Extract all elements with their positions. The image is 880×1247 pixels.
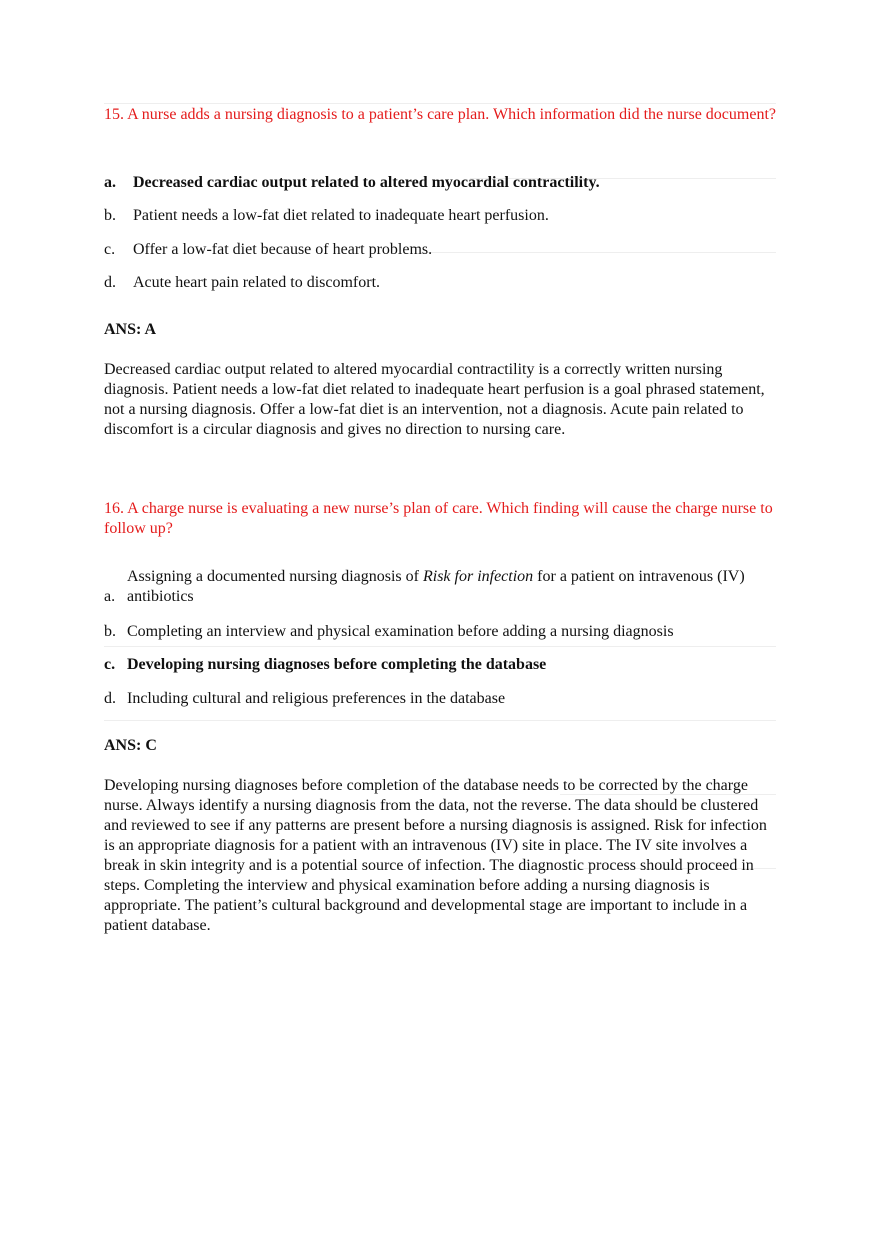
option-text-part: for a patient on intravenous (IV) antibiotics <box>127 568 745 605</box>
option-text: Including cultural and religious preferences in the database <box>127 690 506 707</box>
question-text: 16. A charge nurse is evaluating a new nurse’s plan of care. Which finding will cause the charge nurse to follow up? <box>104 500 773 537</box>
answer-label: ANS: A <box>104 321 157 338</box>
option-text-part: Assigning a documented nursing diagnosis of <box>127 568 423 585</box>
rationale-text: Decreased cardiac output related to altered myocardial contractility is a correctly written nursing diagnosis. Patient needs a low-fat diet related to inadequate heart perfusion is a goal phrased statement, not a nursing diagnosis. Offer a low-fat diet is an intervention, not a diagnosis. Acute pain related to discomfort is a circular diagnosis and gives no direction to nursing care. <box>104 361 765 438</box>
option-letter: c. <box>104 656 116 673</box>
option-letter: d. <box>104 274 116 291</box>
option-text: Offer a low-fat diet because of heart problems. <box>133 241 433 258</box>
divider <box>104 646 776 647</box>
option-text: Completing an interview and physical examination before adding a nursing diagnosis <box>127 623 674 640</box>
option-text: Developing nursing diagnoses before completing the database <box>127 656 547 673</box>
option-text: Patient needs a low-fat diet related to inadequate heart perfusion. <box>133 207 549 224</box>
divider <box>420 252 776 253</box>
answer-label: ANS: C <box>104 737 157 754</box>
option-text: Acute heart pain related to discomfort. <box>133 274 381 291</box>
option-letter: a. <box>104 588 116 605</box>
divider <box>104 720 776 721</box>
option-a <box>104 567 776 607</box>
option-letter: d. <box>104 690 116 707</box>
option-text <box>127 567 787 607</box>
question-text: 15. A nurse adds a nursing diagnosis to a patient’s care plan. Which information did the nurse document? <box>104 106 776 123</box>
option-text: Decreased cardiac output related to altered myocardial contractility. <box>133 174 600 191</box>
divider <box>104 103 776 104</box>
option-letter: c. <box>104 241 116 258</box>
option-text-italic: Risk for infection <box>422 568 534 585</box>
rationale-text: Developing nursing diagnoses before completion of the database needs to be corrected by the charge nurse. Always identify a nursing diagnosis from the data, not the reverse. The data should be clustered and reviewed to see if any patterns are present before a nursing diagnosis is assigned. Risk for infection is an appropriate diagnosis for a patient with an intravenous (IV) site in place. The IV site involves a break in skin integrity and is a potential source of infection. The diagnostic process should proceed in steps. Completing the interview and physical examination before adding a nursing diagnosis is appropriate. The patient’s cultural background and developmental stage are important to include in a patient database. <box>104 777 767 934</box>
option-letter: b. <box>104 207 116 224</box>
option-letter: b. <box>104 623 116 640</box>
option-letter: a. <box>104 174 116 191</box>
